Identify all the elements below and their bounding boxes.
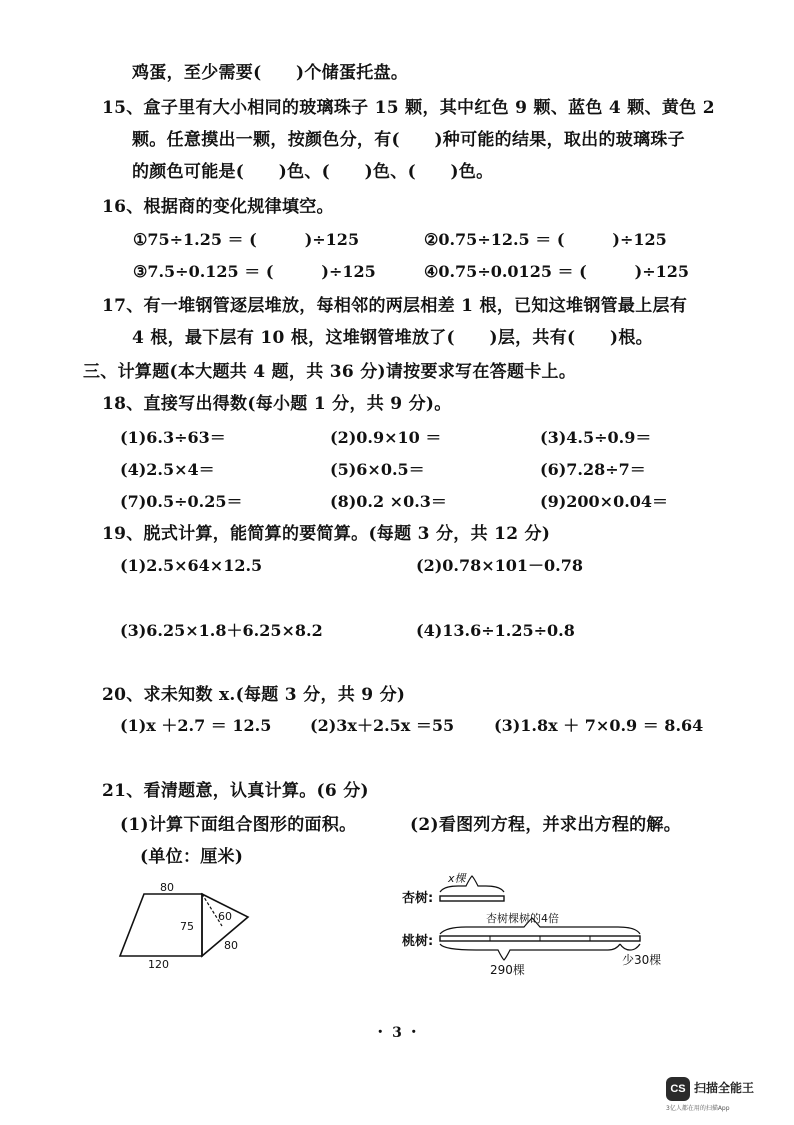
times-label: 杏树棵树的4倍 [486,912,559,925]
page-number: ・ 3 ・ [373,1025,421,1041]
q15-line-1: 15、盒子里有大小相同的玻璃珠子 15 颗，其中红色 9 颗、蓝色 4 颗、黄色 2 [102,98,715,118]
triangle-side-b-label: 80 [224,939,238,952]
total-brace [440,944,620,960]
logo-tagline: 3亿人都在用的扫描App [666,1105,730,1112]
q18-title: 18、直接写出得数(每小题 1 分，共 9 分)。 [102,394,452,414]
peach-label: 桃树: [402,934,434,949]
q19-item-1: (1)2.5×64×12.5 [120,556,263,575]
q18-item-3: (3)4.5÷0.9＝ [540,428,652,447]
q19-title: 19、脱式计算，能简算的要简算。(每题 3 分，共 12 分) [102,524,551,544]
q21-title: 21、看清题意，认真计算。(6 分) [102,781,369,801]
q16-item-3: ③7.5÷0.125 ＝ ( )÷125 [133,262,376,281]
section-3-heading: 三、计算题(本大题共 4 题，共 36 分)请按要求写在答题卡上。 [83,362,577,382]
composite-shape-figure [110,882,260,974]
q18-item-6: (6)7.28÷7＝ [540,460,646,479]
q20-title: 20、求未知数 x.(每题 3 分，共 9 分) [102,685,406,705]
q16-item-4: ④0.75÷0.0125 ＝ ( )÷125 [424,262,690,281]
q18-item-7: (7)0.5÷0.25＝ [120,492,243,511]
less-brace [620,944,640,950]
logo-name: 扫描全能王 [694,1081,755,1095]
q21-part-2: (2)看图列方程，并求出方程的解。 [410,815,682,835]
q18-item-5: (5)6×0.5＝ [330,460,425,479]
x-label: x棵 [448,872,466,885]
q18-item-8: (8)0.2 ×0.3＝ [330,492,447,511]
q20-item-3: (3)1.8x ＋ 7×0.9 ＝ 8.64 [494,716,704,735]
q15-line-2: 颗。任意摸出一颗，按颜色分，有( )种可能的结果，取出的玻璃珠子 [132,130,685,150]
q20-item-1: (1)x ＋2.7 ＝ 12.5 [120,716,272,735]
q18-item-2: (2)0.9×10 ＝ [330,428,442,447]
q15-line-3: 的颜色可能是( )色、( )色、( )色。 [132,162,494,182]
q21-part-1: (1)计算下面组合图形的面积。 [120,815,357,835]
bottom-length-label: 120 [148,958,169,971]
q19-item-4: (4)13.6÷1.25÷0.8 [416,621,575,640]
q19-item-2: (2)0.78×101－0.78 [416,556,584,575]
top-length-label: 80 [160,882,174,894]
q16-item-2: ②0.75÷12.5 ＝ ( )÷125 [424,230,667,249]
apricot-segment [440,896,504,901]
q16-item-1: ①75÷1.25 ＝ ( )÷125 [133,230,360,249]
total-label: 290棵 [490,963,525,977]
q19-item-3: (3)6.25×1.8＋6.25×8.2 [120,621,323,640]
segment-diagram-figure [396,872,686,980]
apricot-label: 杏树: [402,891,434,906]
q18-item-4: (4)2.5×4＝ [120,460,215,479]
q14-tail-text: 鸡蛋，至少需要( )个储蛋托盘。 [132,63,409,83]
less-label: 少30棵 [622,953,662,967]
logo-badge: CS [666,1077,690,1101]
triangle-side-a-label: 60 [218,910,232,923]
q18-item-9: (9)200×0.04＝ [540,492,669,511]
q17-line-2: 4 根，最下层有 10 根，这堆钢管堆放了( )层，共有( )根。 [132,328,653,348]
scanner-app-logo [666,1075,776,1115]
q20-item-2: (2)3x＋2.5x ＝55 [310,716,455,735]
q16-title: 16、根据商的变化规律填空。 [102,197,334,217]
q18-item-1: (1)6.3÷63＝ [120,428,226,447]
unit-note: (单位：厘米) [140,847,244,867]
height-label: 75 [180,920,194,933]
q17-line-1: 17、有一堆钢管逐层堆放，每相邻的两层相差 1 根，已知这堆钢管最上层有 [102,296,688,316]
